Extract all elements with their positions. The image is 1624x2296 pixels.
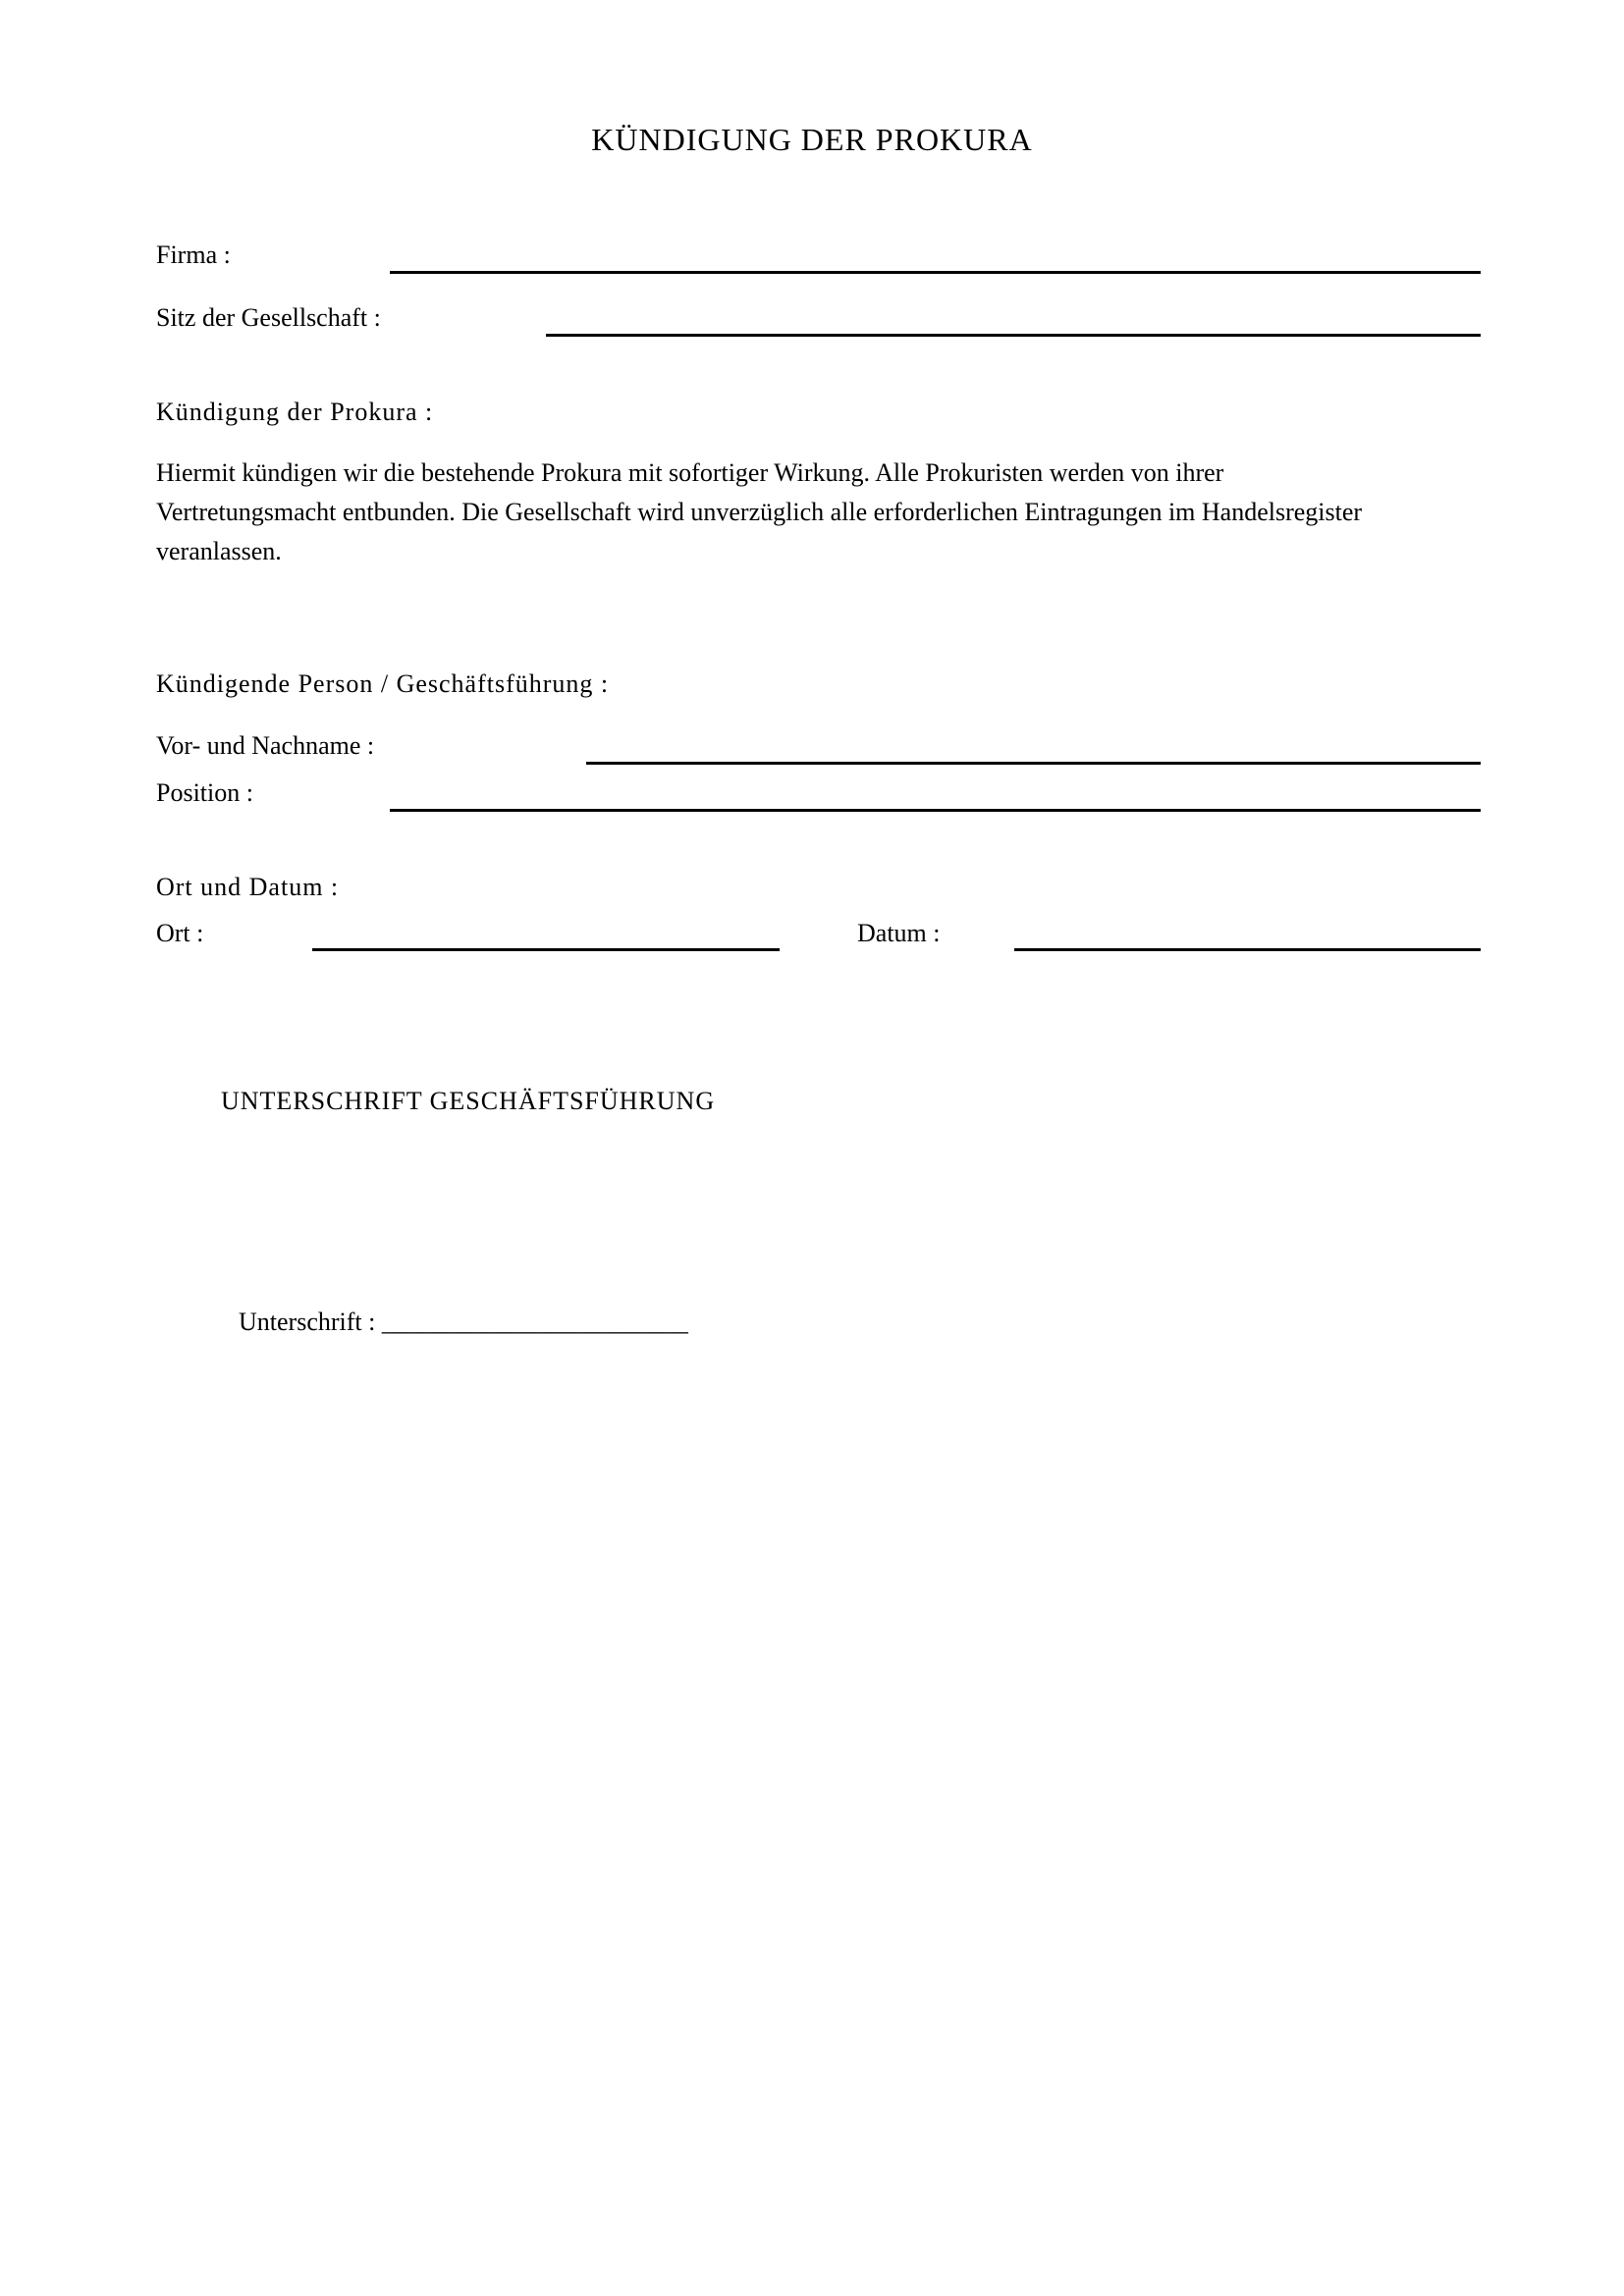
ort-label: Ort :: [156, 919, 204, 947]
signature-heading: UNTERSCHRIFT GESCHÄFTSFÜHRUNG: [221, 1087, 716, 1115]
document-title: KÜNDIGUNG DER PROKURA: [591, 122, 1033, 157]
signature-line[interactable]: Unterschrift : ________________________: [239, 1308, 688, 1336]
person-heading: Kündigende Person / Geschäftsführung :: [156, 669, 610, 698]
datum-label: Datum :: [857, 919, 941, 947]
name-field-line[interactable]: [586, 762, 1481, 765]
termination-heading: Kündigung der Prokura :: [156, 398, 434, 426]
termination-text: [156, 454, 1482, 571]
datum-field-line[interactable]: [1014, 948, 1481, 951]
termination-text-line: veranlassen.: [156, 537, 282, 565]
sitz-label: Sitz der Gesellschaft :: [156, 303, 381, 332]
place-date-heading: Ort und Datum :: [156, 873, 340, 901]
ort-field-line[interactable]: [312, 948, 780, 951]
termination-text-line: Hiermit kündigen wir die bestehende Prokura mit sofortiger Wirkung. Alle Prokuristen werden von ihrer: [156, 458, 1224, 487]
position-field-line[interactable]: [390, 809, 1481, 812]
position-label: Position :: [156, 778, 253, 807]
sitz-field-line[interactable]: [546, 334, 1481, 337]
firma-field-line[interactable]: [390, 271, 1481, 274]
firma-label: Firma :: [156, 240, 231, 269]
name-label: Vor- und Nachname :: [156, 731, 375, 760]
termination-text-line: Vertretungsmacht entbunden. Die Gesellschaft wird unverzüglich alle erforderlichen Eintragungen im Handelsregister: [156, 498, 1363, 526]
